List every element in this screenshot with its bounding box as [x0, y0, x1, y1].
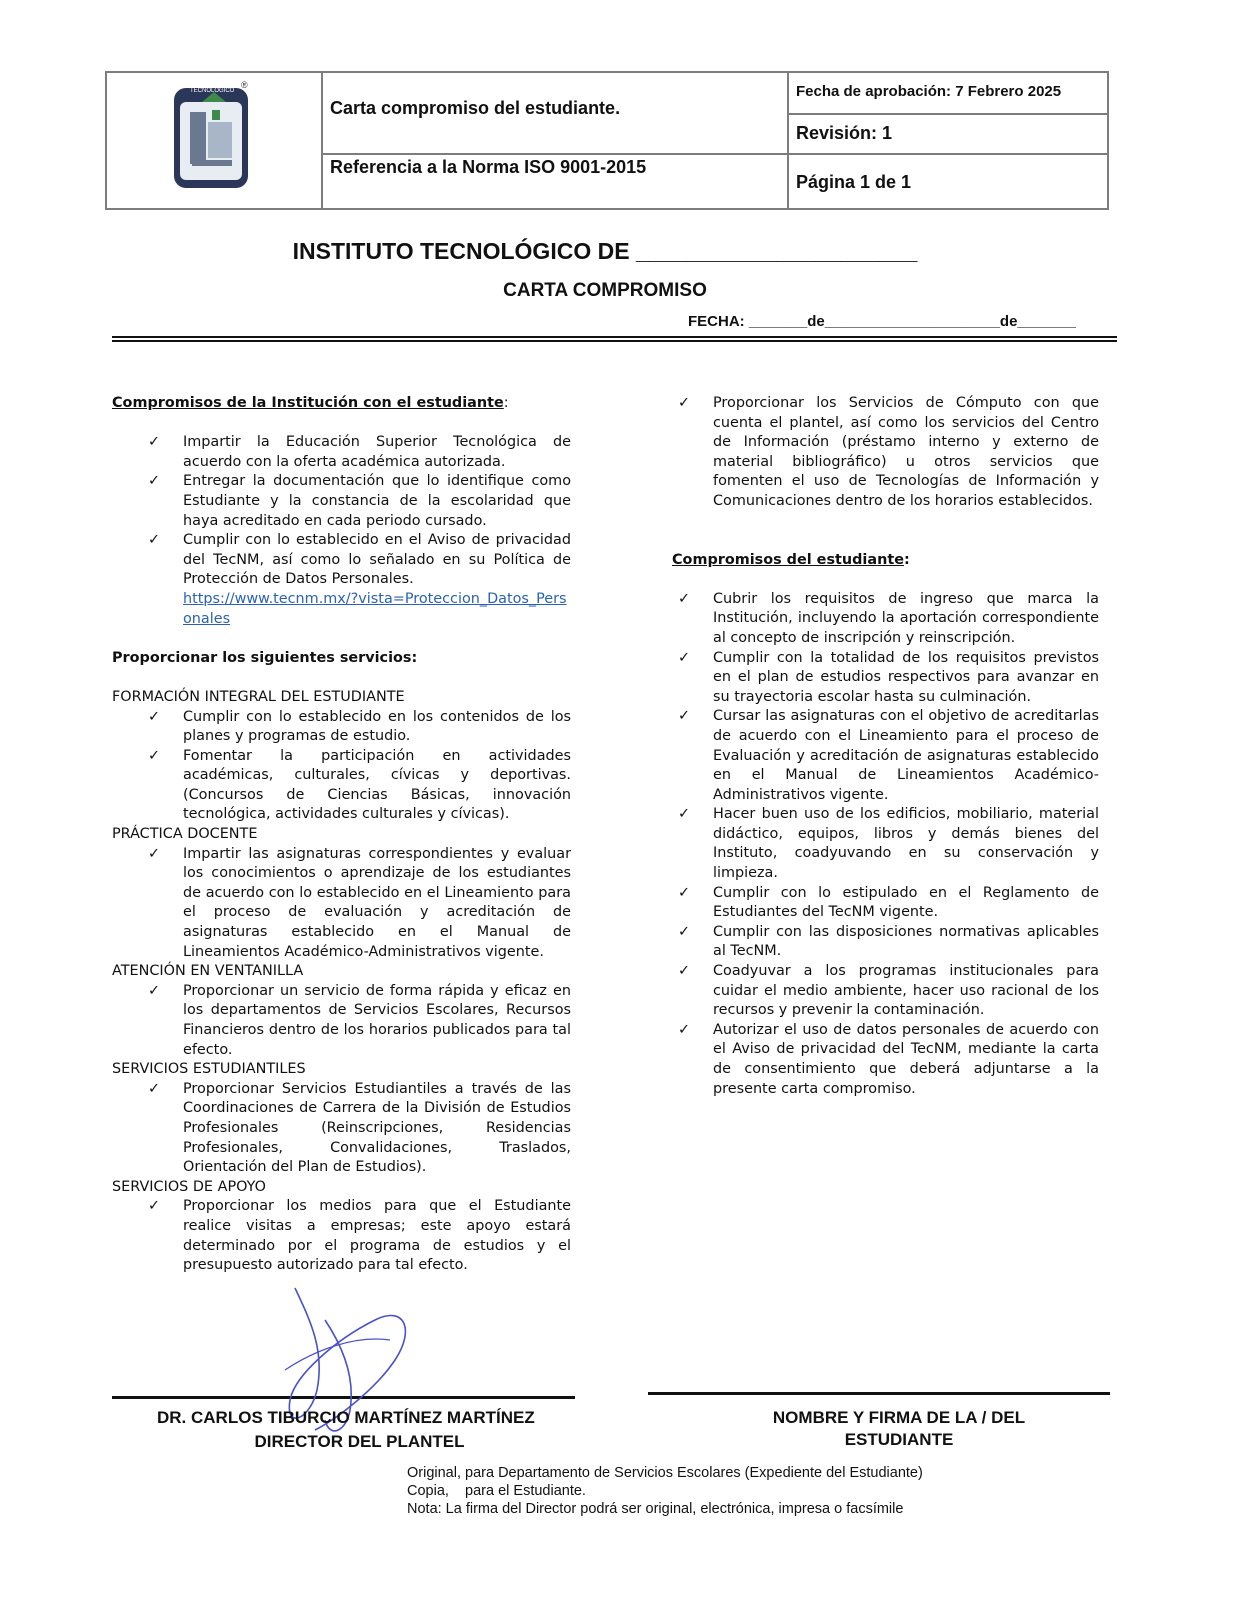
list-item: ✓ Fomentar la participación en actividades académicas, culturales, cívicas y deportivas. (Concursos de Ciencias Básicas, innovación tecnológica, actividades culturales y cívicas). [148, 747, 571, 823]
section-title: ATENCIÓN EN VENTANILLA [112, 963, 304, 980]
checkmark-icon: ✓ [678, 395, 691, 411]
checkmark-icon: ✓ [148, 747, 161, 764]
section-list [112, 982, 571, 1060]
section-title: PRÁCTICA DOCENTE [112, 826, 258, 843]
registered-mark: ® [241, 80, 248, 90]
list-item: ✓ Cumplir con la totalidad de los requisitos previstos en el plan de estudios respectivos para avanzar en su trayectoria escolar hasta su culminación. [678, 649, 1099, 705]
checkmark-icon: ✓ [148, 708, 161, 725]
checkmark-icon: ✓ [148, 434, 161, 451]
checkmark-icon: ✓ [148, 532, 161, 549]
list-item: ✓ Hacer buen uso de los edificios, mobiliario, material didáctico, equipos, libros y demás bienes del Instituto, coadyuvando en su conservación y limpieza. [678, 806, 1099, 882]
logo-text-top: TECNOLÓGICO [190, 88, 235, 94]
checkmark-icon: ✓ [148, 982, 161, 999]
list-item: ✓ Cubrir los requisitos de ingreso que marca la Institución, incluyendo la aportación correspondiente al concepto de inscripción y reinscripción. [678, 590, 1099, 646]
section-list [112, 1197, 571, 1275]
title-rule [112, 340, 1117, 342]
header-divider [787, 113, 1109, 115]
list-item: ✓ Cumplir con lo estipulado en el Reglamento de Estudiantes del TecNM vigente. [678, 884, 1099, 921]
services-continued-list [642, 394, 1099, 512]
header-divider [787, 71, 789, 210]
list-item: ✓ Coadyuvar a los programas institucionales para cuidar el medio ambiente, hacer uso racional de los recursos y prevenir la contaminación. [678, 963, 1099, 1019]
checkmark-icon: ✓ [678, 884, 691, 901]
section-list [112, 845, 571, 963]
section-title: FORMACIÓN INTEGRAL DEL ESTUDIANTE [112, 688, 405, 705]
checkmark-icon: ✓ [148, 1080, 161, 1097]
list-item: ✓ Proporcionar un servicio de forma rápida y eficaz en los departamentos de Servicios Escolares, Recursos Financieros dentro de los horarios publicados para tal efecto. [148, 982, 571, 1058]
list-item: ✓ Impartir la Educación Superior Tecnológica de acuerdo con la oferta académica autorizada. [148, 434, 571, 470]
document-title: Carta compromiso del estudiante. [330, 98, 621, 118]
institute-logo [168, 82, 258, 192]
section-list [112, 708, 571, 826]
list-item: ✓ Cumplir con lo establecido en los contenidos de los planes y programas de estudio. [148, 708, 571, 745]
section-list [112, 1080, 571, 1178]
checkmark-icon: ✓ [148, 473, 161, 490]
approval-date: Fecha de aprobación: 7 Febrero 2025 [796, 83, 1062, 100]
student-signature-label: NOMBRE Y FIRMA DE LA / DEL [772, 1408, 1026, 1427]
student-commitments-list [642, 590, 1099, 1099]
institute-title: INSTITUTO TECNOLÓGICO DE ______________________ [292, 238, 918, 264]
checkmark-icon: ✓ [678, 708, 691, 725]
footer-note-signature: Nota: La firma del Director podrá ser original, electrónica, impresa o facsímile [407, 1501, 904, 1517]
header-divider [787, 153, 1109, 155]
checkmark-icon: ✓ [678, 649, 691, 666]
document-subtitle: CARTA COMPROMISO [503, 280, 707, 301]
list-item: ✓ Cumplir con las disposiciones normativas aplicables al TecNM. [678, 923, 1099, 960]
list-item: ✓ Autorizar el uso de datos personales de acuerdo con el Aviso de privacidad del TecNM, mediante la carta de consentimiento que deberá adjuntarse a la presente carta compromiso. [678, 1021, 1099, 1097]
checkmark-icon: ✓ [148, 1198, 161, 1215]
list-item: ✓ Cursar las asignaturas con el objetivo de acreditarlas de acuerdo con el Lineamiento para el proceso de Evaluación y acreditación de asignaturas establecido en el Manual de Lineamientos Académico-Administrativos vigente. [678, 708, 1099, 803]
list-item: ✓ Proporcionar Servicios Estudiantiles a través de las Coordinaciones de Carrera de la División de Estudios Profesionales (Reinscripciones, Residencias Profesionales, Convalidaciones, Traslados, Orientación del Plan de Estudios). [148, 1080, 571, 1176]
director-name: DR. CARLOS TIBURCIO MARTÍNEZ MARTÍNEZ [157, 1408, 535, 1427]
institution-commitments-list [112, 433, 571, 629]
header-divider [321, 153, 789, 155]
list-item: ✓ Impartir las asignaturas correspondientes y evaluar los conocimientos o aprendizaje de los estudiantes de acuerdo con lo establecido en el Lineamiento para el proceso de evaluación y acreditación de asignaturas establecido en el Manual de Lineamientos Académico-Administrativos vigente. [148, 845, 571, 960]
institution-commitments-heading: Compromisos de la Institución con el estudiante: [112, 395, 509, 411]
page-number: Página 1 de 1 [796, 172, 912, 192]
list-item: ✓ Entregar la documentación que lo identifique como Estudiante y la constancia de la escolaridad que haya acreditado en cada periodo cursado. [148, 473, 571, 529]
checkmark-icon: ✓ [678, 1021, 691, 1038]
checkmark-icon: ✓ [678, 923, 691, 940]
director-title: DIRECTOR DEL PLANTEL [254, 1432, 465, 1451]
services-heading: Proporcionar los siguientes servicios: [112, 649, 418, 666]
section-title: SERVICIOS DE APOYO [112, 1178, 266, 1195]
list-item: ✓ Proporcionar los Servicios de Cómputo con que cuenta el plantel, así como los servicios del Centro de Información (préstamo interno y externo de material bibliográfico) u otros servicios que fomenten el uso de Tecnologías de Información y Comunicaciones dentro de los horarios establecidos. [678, 395, 1099, 509]
revision: Revisión: 1 [796, 123, 893, 143]
privacy-policy-link[interactable]: https://www.tecnm.mx/?vista=Proteccion_Datos_Personales [183, 590, 567, 627]
section-title: SERVICIOS ESTUDIANTILES [112, 1061, 306, 1078]
footer-note-copy: Copia, para el Estudiante. [407, 1483, 586, 1499]
student-commitments-heading: Compromisos del estudiante: [672, 551, 910, 568]
checkmark-icon: ✓ [678, 806, 691, 823]
student-signature-label: ESTUDIANTE [844, 1430, 954, 1449]
footer-note-original: Original, para Departamento de Servicios Escolares (Expediente del Estudiante) [407, 1465, 923, 1481]
left-column [112, 394, 571, 1276]
header-divider [321, 71, 323, 210]
student-signature-line [648, 1392, 1110, 1395]
list-item: ✓ Cumplir con lo establecido en el Aviso de privacidad del TecNM, así como lo señalado en su Política de Protección de Datos Personales. https://www.tecnm.mx/?vista=Proteccion_Datos_Personales [148, 532, 571, 627]
iso-reference: Referencia a la Norma ISO 9001-2015 [330, 157, 647, 177]
date-line: FECHA: _______de_____________________de_______ [688, 313, 1076, 330]
checkmark-icon: ✓ [678, 590, 691, 607]
list-item: ✓ Proporcionar los medios para que el Estudiante realice visitas a empresas; este apoyo estará determinado por el programa de estudios y el presupuesto autorizado para tal efecto. [148, 1198, 571, 1274]
checkmark-icon: ✓ [678, 963, 691, 980]
checkmark-icon: ✓ [148, 845, 161, 862]
title-rule [112, 336, 1117, 338]
right-column [642, 394, 1099, 1099]
